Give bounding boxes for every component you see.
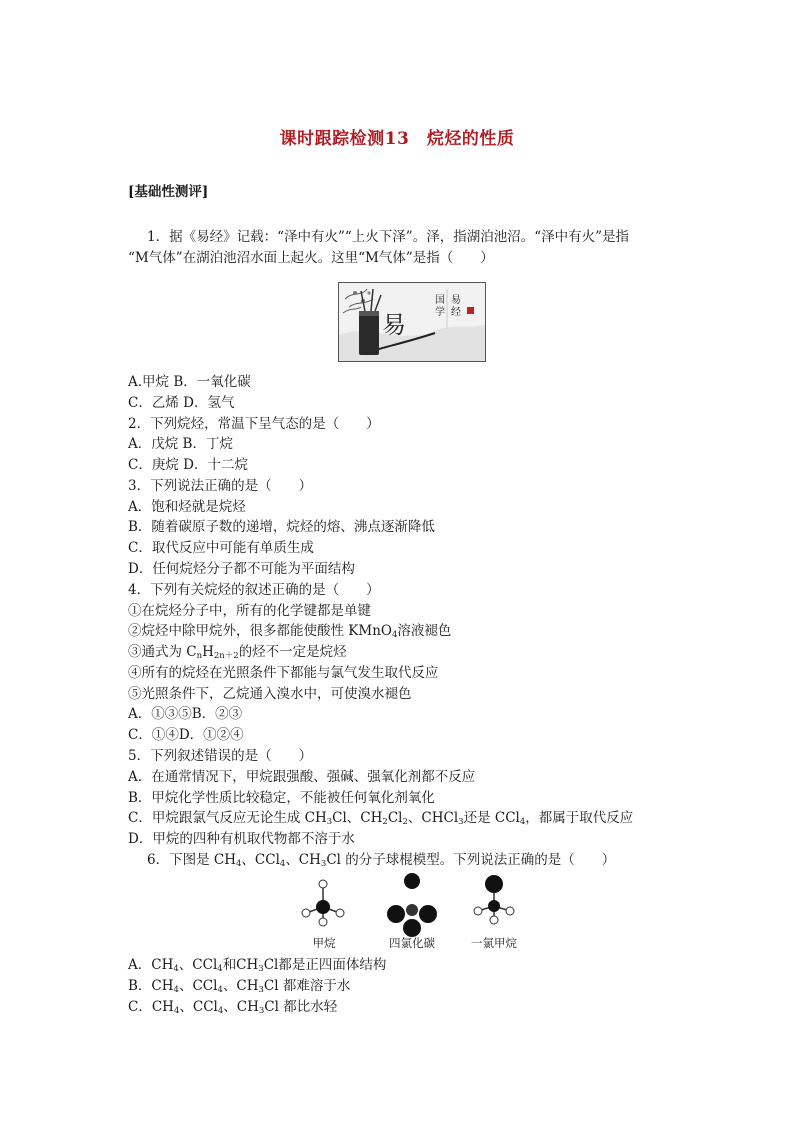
q4-statement-4: ④所有的烷烃在光照条件下都能与氯气发生取代反应 xyxy=(128,665,439,681)
q5-option-c: C．甲烷跟氯气反应无论生成 $CH_3Cl$、$CH_2Cl_2$、CHCl$_3$还是 CCl$_4$，都属于取代反应 xyxy=(128,810,634,827)
ccl4-model xyxy=(387,873,437,937)
q4-statement-1: ①在烷烃分子中，所有的化学键都是单键 xyxy=(128,603,371,619)
label-ch3cl: 一氯甲烷 xyxy=(471,936,517,950)
q2-options-ab: A．戊烷 B．丁烷 xyxy=(128,436,233,452)
q1-text-line-1: 1．据《易经》记载：“泽中有火”“上火下泽”。泽，指湖泊池沼。“泽中有火”是指 xyxy=(147,229,629,245)
section-label: [基础性测评] xyxy=(128,184,209,200)
q5-option-d: D．甲烷的四种有机取代物都不溶于水 xyxy=(128,831,355,847)
yijing-char-d: 经 xyxy=(451,307,461,318)
q5-option-a: A．在通常情况下，甲烷跟强酸、强碱、强氧化剂都不反应 xyxy=(128,769,476,785)
q2-options-cd: C．庚烷 D．十二烷 xyxy=(128,457,248,473)
q3-option-c: C．取代反应中可能有单质生成 xyxy=(128,540,314,556)
yijing-char-a: 国 xyxy=(435,295,445,306)
yijing-illustration xyxy=(338,282,486,362)
q4-stem: 4．下列有关烷烃的叙述正确的是（ ） xyxy=(128,582,380,598)
q5-stem: 5．下列叙述错误的是（ ） xyxy=(128,748,313,764)
seal-stamp xyxy=(467,307,474,314)
q3-stem: 3．下列说法正确的是（ ） xyxy=(128,478,313,494)
label-methane: 甲烷 xyxy=(312,936,336,950)
q3-option-d: D．任何烷烃分子都不可能为平面结构 xyxy=(128,561,355,577)
q1-text-line-2: “M气体”在湖泊池沼水面上起火。这里“M气体”是指（ ） xyxy=(128,250,494,266)
q3-option-b: B．随着碳原子数的递增，烷烃的熔、沸点逐渐降低 xyxy=(128,519,435,535)
q4-statement-3: ③通式为 $C_nH_{2n+2}$的烃不一定是烷烃 xyxy=(128,644,347,661)
q5-option-b: B．甲烷化学性质比较稳定，不能被任何氧化剂氧化 xyxy=(128,790,435,806)
page-title: 课时跟踪检测13 烷烃的性质 xyxy=(279,129,515,149)
label-ccl4: 四氯化碳 xyxy=(389,936,435,950)
q6-option-c: C．$CH_4$、CCl$_4$、$CH_3Cl$ 都比水轻 xyxy=(128,999,338,1016)
yijing-picture xyxy=(339,283,485,361)
q4-options-ab: A．①③⑤B．②③ xyxy=(128,706,243,722)
q4-statement-2: ②烷烃中除甲烷外，很多都能使酸性 KMnO$_4$溶液褪色 xyxy=(128,623,452,640)
q1-options-ab: A.甲烷 B．一氧化碳 xyxy=(128,374,251,390)
q6-stem: 6．下图是 $CH_4$、CCl$_4$、$CH_3Cl$ 的分子球棍模型。下列说法正确的是（ ） xyxy=(147,852,616,869)
yijing-big-char: 易 xyxy=(382,311,406,339)
q6-option-a: A．$CH_4$、CCl$_4$和$CH_3Cl$都是正四面体结构 xyxy=(128,957,387,974)
q4-statement-5: ⑤光照条件下，乙烷通入溴水中，可使溴水褪色 xyxy=(128,686,412,702)
yijing-char-b: 学 xyxy=(435,307,445,318)
q1-options-cd: C．乙烯 D．氢气 xyxy=(128,395,235,411)
q6-option-b: B．$CH_4$、CCl$_4$、$CH_3Cl$ 都难溶于水 xyxy=(128,978,351,995)
methane-model xyxy=(302,880,344,926)
yijing-char-c: 易 xyxy=(451,295,461,306)
ch3cl-model xyxy=(474,875,514,924)
q4-options-cd: C．①④D．①②④ xyxy=(128,727,244,743)
q3-option-a: A．饱和烃就是烷烃 xyxy=(128,499,246,515)
q2-stem: 2．下列烷烃，常温下呈气态的是（ ） xyxy=(128,416,380,432)
